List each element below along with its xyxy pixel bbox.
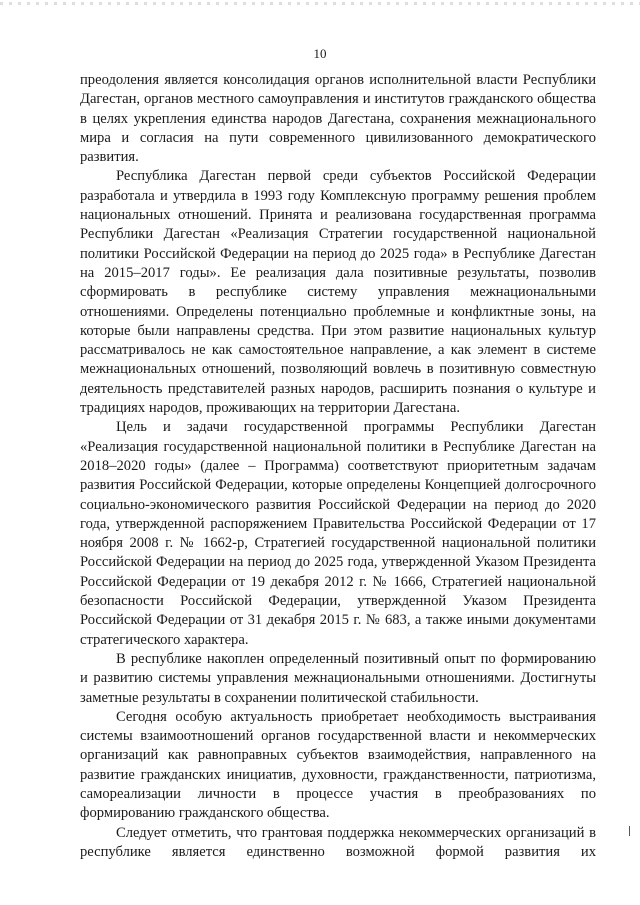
paragraph: В республике накоплен определенный позитивный опыт по формированию и развитию системы управления межнациональными отношениями. Достигнуты заметные результаты в сохранении политической стабильности. (80, 650, 596, 706)
paragraph: Сегодня особую актуальность приобретает необходимость выстраивания системы взаимоотношений органов государственной власти и некоммерческих организаций как равноправных субъектов взаимодействия, направленного на развитие гражданских инициатив, духовности, гражданственности, патриотизма, самореализации личности в процессе участия в преобразованиях по формированию гражданского общества. (80, 708, 596, 822)
scan-edge-artifact (0, 2, 640, 5)
scan-margin-mark (629, 826, 636, 836)
page-number: 10 (313, 46, 327, 61)
paragraph: Следует отметить, что грантовая поддержка некоммерческих организаций в республике является единственно возможной формой развития их (80, 824, 596, 860)
paragraph: Республика Дагестан первой среди субъектов Российской Федерации разработала и утвердила в 1993 году Комплексную программу решения проблем национальных отношений. Принята и реализована государственная программа Республики Дагестан «Реализация Стратегии государственной национальной политики Российской Федерации на период до 2025 года» в Республике Дагестан на 2015–2017 годы». Ее реализация дала позитивные результаты, позволив сформировать в республике систему управления межнациональными отношениями. Определены потенциально проблемные и конфликтные зоны, на которые были направлены средства. При этом развитие национальных культур рассматривалось не как самостоятельное направление, а как элемент в системе межнациональных отношений, позволяющий вовлечь в позитивную совместную деятельность представителей разных народов, расширить познания о культуре и традициях народов, проживающих на территории Дагестана. (80, 168, 596, 417)
document-body (80, 71, 596, 862)
paragraph: Цель и задачи государственной программы Республики Дагестан «Реализация государственной национальной политики в Республике Дагестан на 2018–2020 годы» (далее – Программа) соответствуют приоритетным задачам развития Российской Федерации, которые определены Концепцией долгосрочного социально-экономического развития Российской Федерации на период до 2020 года, утвержденной распоряжением Правительства Российской Федерации от 17 ноября 2008 г. № 1662-р, Стратегией государственной национальной политики Российской Федерации на период до 2025 года, утвержденной Указом Президента Российской Федерации от 19 декабря 2012 г. № 1666, Стратегией национальной безопасности Российской Федерации, утвержденной Указом Президента Российской Федерации от 31 декабря 2015 г. № 683, а также иными документами стратегического характера. (80, 419, 596, 648)
paragraph: преодоления является консолидация органов исполнительной власти Республики Дагестан, органов местного самоуправления и институтов гражданского общества в целях укрепления единства народов Дагестана, сохранения межнационального мира и согласия на пути современного цивилизованного демократического развития. (80, 72, 596, 166)
